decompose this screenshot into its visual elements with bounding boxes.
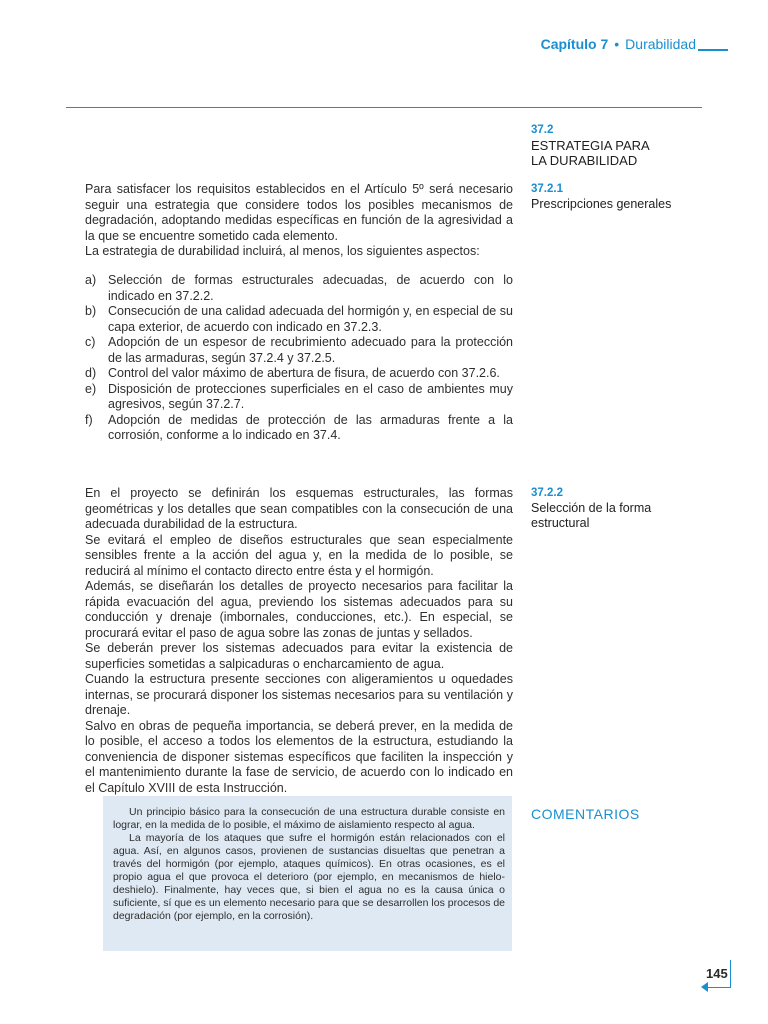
list-text: Control del valor máximo de abertura de fisura, de acuerdo con 37.2.6. (108, 366, 500, 380)
section-37-2-2-body (85, 486, 513, 796)
paragraph: La estrategia de durabilidad incluirá, al menos, los siguientes aspectos: (85, 244, 480, 258)
list-letter: d) (85, 366, 97, 380)
top-divider (66, 107, 702, 108)
list-text: Adopción de un espesor de recubrimiento adecuado para la protección de las armaduras, según 37.2.4 y 37.2.5. (108, 335, 513, 365)
paragraph: Se evitará el empleo de diseños estructurales que sean especialmente sensibles frente a la acción del agua y, en la medida de lo posible, se reducirá al mínimo el contacto directo entre ésta y el hormigón. (85, 532, 513, 578)
list-item (85, 413, 513, 444)
heading-title-line1: ESTRATEGIA PARA (531, 138, 650, 153)
paragraph: Además, se diseñarán los detalles de proyecto necesarios para facilitar la rápida evacuación del agua, previendo los sistemas adecuados para su conducción y drenaje (imbornales, conducciones, etc.). En especial, se procurará evitar el paso de agua sobre las zonas de juntas y sellados. (85, 579, 513, 640)
heading-37-2 (531, 123, 731, 168)
list-letter: c) (85, 335, 96, 349)
page-number-rule-horizontal (706, 987, 731, 988)
heading-title-line1: Selección de la forma (531, 501, 652, 515)
list-item (85, 382, 513, 413)
list-item (85, 335, 513, 366)
list-text: Disposición de protecciones superficiales en el caso de ambientes muy agresivos, según 37.2.7. (108, 381, 513, 411)
list-letter: a) (85, 273, 97, 287)
durability-aspects-list (85, 273, 513, 444)
header-bullet: • (614, 36, 620, 52)
heading-37-2-1 (531, 182, 731, 212)
page-number-rule-vertical (730, 960, 731, 988)
list-item (85, 366, 513, 382)
header-rule (698, 49, 728, 51)
paragraph: Para satisfacer los requisitos establecidos en el Artículo 5º será necesario seguir una estrategia que considere todos los posibles mecanismos de degradación, adoptando medidas específicas en función de la agresividad a la que se encuentre sometido cada elemento. (85, 182, 513, 243)
list-item (85, 304, 513, 335)
heading-number: 37.2.1 (531, 183, 563, 195)
comment-paragraph: Un principio básico para la consecución de una estructura durable consiste en lograr, en la medida de lo posible, el máximo de aislamiento respecto al agua. (113, 806, 505, 831)
heading-title-line1: Prescripciones generales (531, 197, 672, 211)
section-37-2-1-body (85, 182, 513, 260)
paragraph: Se deberán prever los sistemas adecuados para evitar la existencia de superficies sometidas a salpicaduras o encharcamiento de agua. (85, 641, 513, 671)
list-letter: e) (85, 381, 97, 396)
list-item (85, 273, 513, 304)
list-text: Adopción de medidas de protección de las armaduras frente a la corrosión, conforme a lo indicado en 37.4. (108, 412, 513, 442)
list-letter: b) (85, 304, 97, 318)
paragraph: Salvo en obras de pequeña importancia, se deberá prever, en la medida de lo posible, el acceso a todos los elementos de la estructura, estudiando la conveniencia de disponer sistemas específicos que faciliten la inspección y el mantenimiento durante la fase de servicio, de acuerdo con lo indicado en el Capítulo XVIII de esta Instrucción. (85, 718, 513, 795)
chapter-label: Capítulo 7 (540, 36, 609, 52)
heading-title-line2: estructural (531, 516, 590, 530)
heading-37-2-2 (531, 486, 731, 531)
heading-title-line2: LA DURABILIDAD (531, 153, 638, 168)
paragraph: En el proyecto se definirán los esquemas estructurales, las formas geométricas y los detalles que sean compatibles con la consecución de una adecuada durabilidad de la estructura. (85, 486, 513, 531)
running-header (541, 36, 728, 52)
comment-paragraph: La mayoría de los ataques que sufre el hormigón están relacionados con el agua. Así, en algunos casos, provienen de sustancias disueltas que penetran a través del hormigón (por ejemplo, ataques químicos). En otras ocasiones, es el propio agua el que provoca el deterioro (por ejemplo, en mecanismos de hielo-deshielo). Finalmente, hay veces que, si bien el agua no es la causa única o suficiente, sí que es un elemento necesario para que se desarrollen los procesos de degradación (por ejemplo, en la corrosión). (113, 832, 505, 922)
comment-text (113, 806, 505, 923)
page-number: 145 (706, 966, 728, 981)
heading-number: 37.2.2 (531, 487, 563, 499)
list-text: Consecución de una calidad adecuada del hormigón y, en especial de su capa exterior, de acuerdo con indicado en 37.2.3. (108, 304, 513, 334)
list-letter: f) (85, 412, 93, 427)
comments-heading: COMENTARIOS (531, 806, 640, 822)
heading-number: 37.2 (531, 124, 554, 136)
section-label: Durabilidad (625, 36, 696, 52)
paragraph: Cuando la estructura presente secciones con aligeramientos u oquedades internas, se procurará disponer los sistemas necesarios para su ventilación y drenaje. (85, 672, 513, 717)
list-text: Selección de formas estructurales adecuadas, de acuerdo con lo indicado en 37.2.2. (108, 273, 513, 303)
arrow-left-icon (701, 982, 708, 992)
